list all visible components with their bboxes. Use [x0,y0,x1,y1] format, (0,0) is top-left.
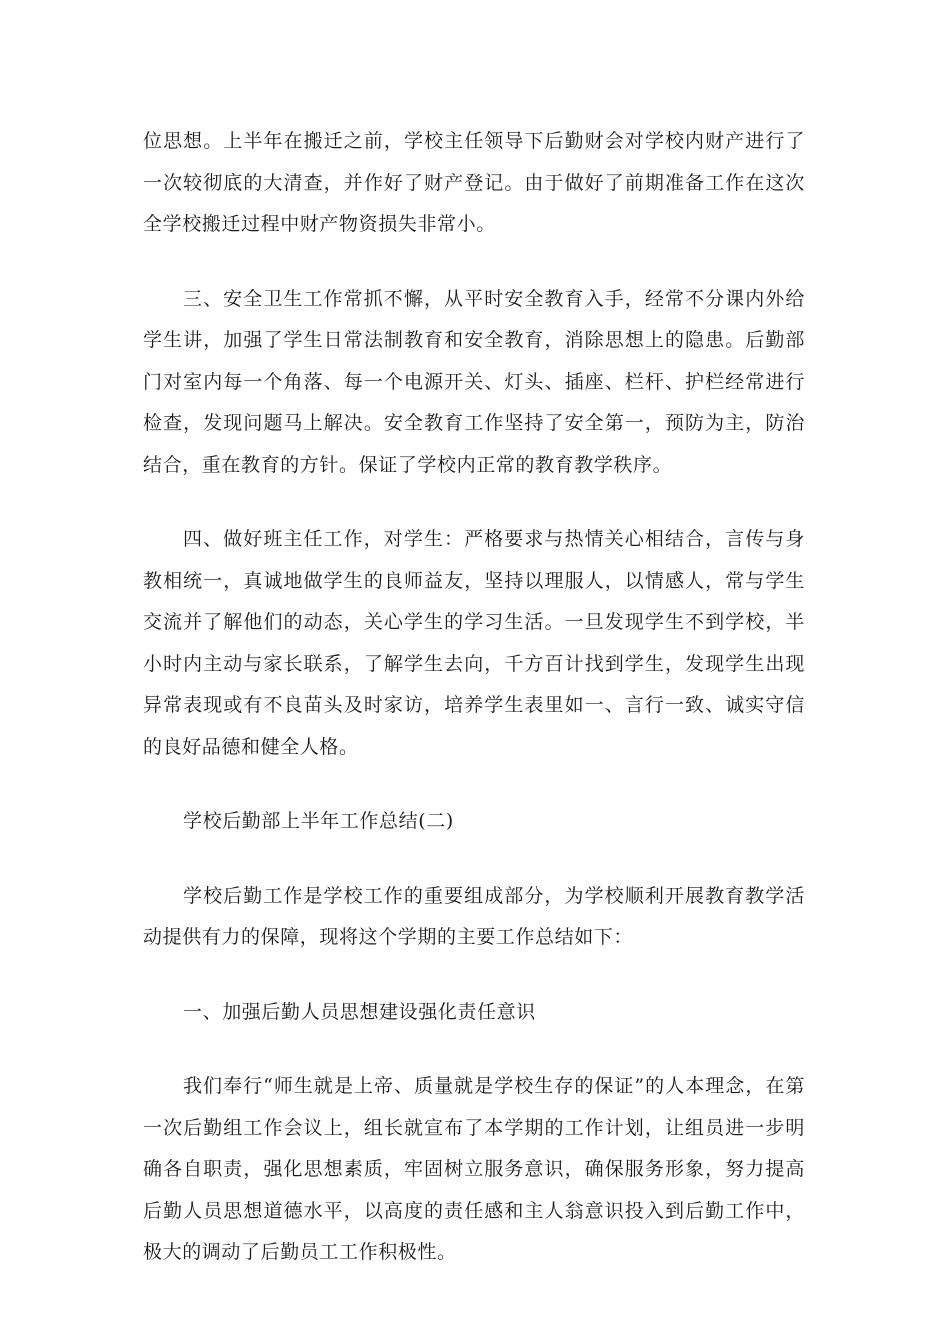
paragraph-ideology: 我们奉行“师生就是上帝、质量就是学校生存的保证”的人本理念，在第一次后勤组工作会议上，组长就宣布了本学期的工作计划，让组员进一步明确各自职责，强化思想素质，牢固树立服务意识，确保服务形象，努力提高后勤人员思想道德水平，以高度的责任感和主人翁意识投入到后勤工作中，极大的调动了后勤员工工作积极性。 [143,1075,805,1263]
document-body [143,121,805,1307]
paragraph-class-teacher: 四、做好班主任工作，对学生：严格要求与热情关心相结合，言传与身教相统一，真诚地做学生的良师益友，坚持以理服人，以情感人，常与学生交流并了解他们的动态，关心学生的学习生活。一旦发现学生不到学校，半小时内主动与家长联系，了解学生去向，千方百计找到学生，发现学生出现异常表现或有不良苗头及时家访，培养学生表里如一、言行一致、诚实守信的良好品德和健全人格。 [143,528,805,758]
paragraph-continuation: 位思想。上半年在搬迁之前，学校主任领导下后勤财会对学校内财产进行了一次较彻底的大清查，并作好了财产登记。由于做好了前期准备工作在这次全学校搬迁过程中财产物资损失非常小。 [143,130,805,235]
subheading-ideology: 一、加强后勤人员思想建设强化责任意识 [183,1000,536,1023]
section-heading-summary-two: 学校后勤部上半年工作总结(二) [183,810,454,832]
paragraph-safety-hygiene: 三、安全卫生工作常抓不懈，从平时安全教育入手，经常不分课内外给学生讲，加强了学生日常法制教育和安全教育，消除思想上的隐患。后勤部门对室内每一个角落、每一个电源开关、灯头、插座、栏杆、护栏经常进行检查，发现问题马上解决。安全教育工作坚持了安全第一，预防为主，防治结合，重在教育的方针。保证了学校内正常的教育教学秩序。 [143,287,805,476]
paragraph-intro: 学校后勤工作是学校工作的重要组成部分，为学校顺利开展教育教学活动提供有力的保障，现将这个学期的主要工作总结如下： [143,884,805,948]
